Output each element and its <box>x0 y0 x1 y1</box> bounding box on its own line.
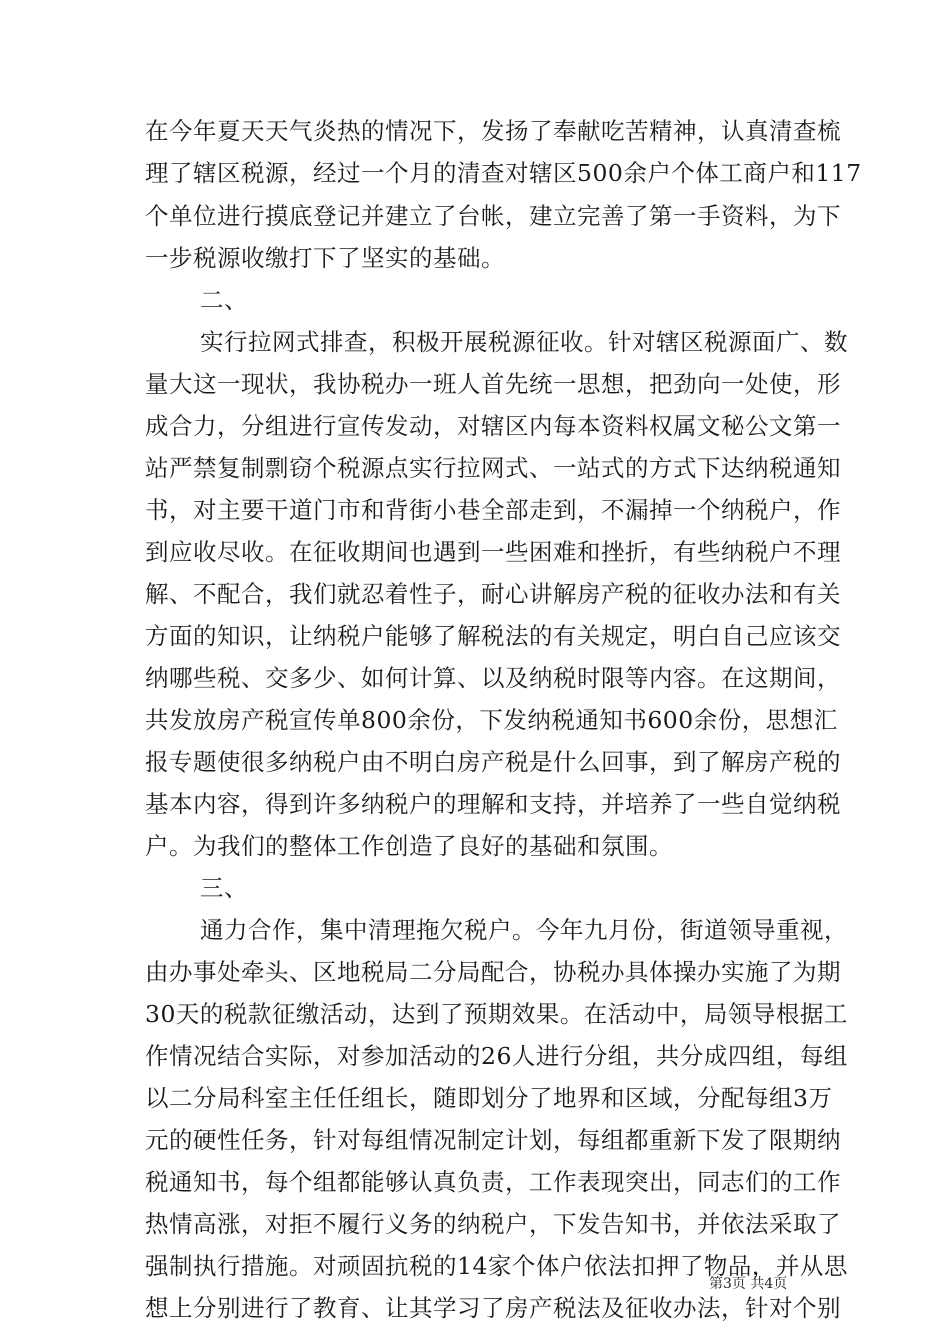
text-line: 想上分别进行了教育、让其学习了房产税法及征收办法，针对个别 <box>145 1294 841 1322</box>
section-heading: 三、 <box>200 874 248 902</box>
text-line: 纳哪些税、交多少、如何计算、以及纳税时限等内容。在这期间， <box>145 664 841 692</box>
text-line: 方面的知识，让纳税户能够了解税法的有关规定，明白自己应该交 <box>145 622 841 650</box>
text-line: 以二分局科室主任任组长，随即划分了地界和区域，分配每组3万 <box>145 1084 833 1112</box>
text-line: 量大这一现状，我协税办一班人首先统一思想，把劲向一处使，形 <box>145 370 841 398</box>
text-line: 由办事处牵头、区地税局二分局配合，协税办具体操办实施了为期 <box>145 958 841 986</box>
text-line: 强制执行措施。对顽固抗税的14家个体户依法扣押了物品，并从思 <box>145 1252 848 1280</box>
text-line: 元的硬性任务，针对每组情况制定计划，每组都重新下发了限期纳 <box>145 1126 841 1154</box>
text-line: 到应收尽收。在征收期间也遇到一些困难和挫折，有些纳税户不理 <box>145 538 841 566</box>
text-line: 作情况结合实际，对参加活动的26人进行分组，共分成四组，每组 <box>145 1042 848 1070</box>
text-line: 书，对主要干道门市和背街小巷全部走到，不漏掉一个纳税户，作 <box>145 496 841 524</box>
text-line: 理了辖区税源，经过一个月的清查对辖区500余户个体工商户和117 <box>145 159 862 187</box>
page-number: 第3页 共4页 <box>709 1276 788 1292</box>
text-line: 30天的税款征缴活动，达到了预期效果。在活动中，局领导根据工 <box>145 1000 848 1028</box>
text-line: 共发放房产税宣传单800余份，下发纳税通知书600余份，思想汇 <box>145 706 838 734</box>
text-line: 实行拉网式排查，积极开展税源征收。针对辖区税源面广、数 <box>200 328 848 356</box>
text-line: 站严禁复制剽窃个税源点实行拉网式、一站式的方式下达纳税通知 <box>145 454 841 482</box>
text-line: 基本内容，得到许多纳税户的理解和支持，并培养了一些自觉纳税 <box>145 790 841 818</box>
text-line: 通力合作，集中清理拖欠税户。今年九月份，街道领导重视， <box>200 916 848 944</box>
text-line: 成合力，分组进行宣传发动，对辖区内每本资料权属文秘公文第一 <box>145 412 841 440</box>
section-heading: 二、 <box>200 286 248 314</box>
text-line: 解、不配合，我们就忍着性子，耐心讲解房产税的征收办法和有关 <box>145 580 841 608</box>
text-line: 一步税源收缴打下了坚实的基础。 <box>145 244 505 272</box>
text-line: 热情高涨，对拒不履行义务的纳税户，下发告知书，并依法采取了 <box>145 1210 841 1238</box>
text-line: 报专题使很多纳税户由不明白房产税是什么回事，到了解房产税的 <box>145 748 841 776</box>
text-line: 户。为我们的整体工作创造了良好的基础和氛围。 <box>145 832 673 860</box>
text-line: 个单位进行摸底登记并建立了台帐，建立完善了第一手资料，为下 <box>145 202 841 230</box>
text-line: 在今年夏天天气炎热的情况下，发扬了奉献吃苦精神，认真清查梳 <box>145 117 841 145</box>
text-line: 税通知书，每个组都能够认真负责，工作表现突出，同志们的工作 <box>145 1168 841 1196</box>
